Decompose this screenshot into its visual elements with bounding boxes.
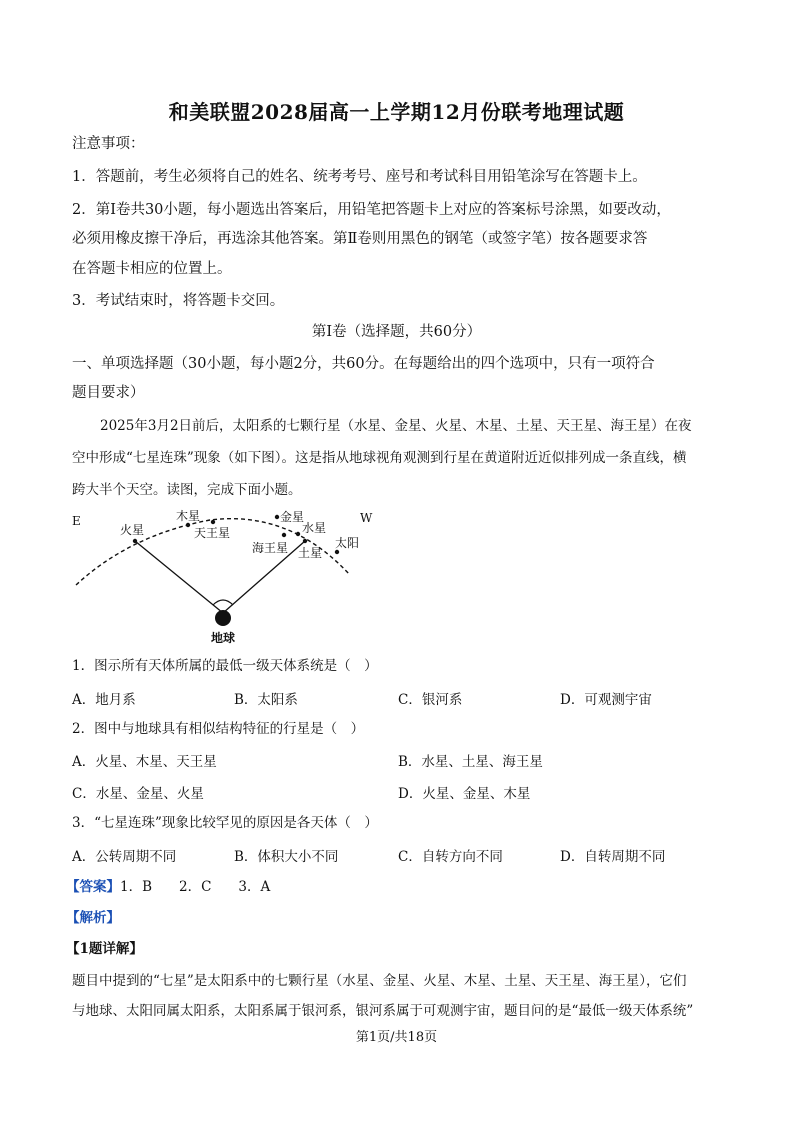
question-1-stem: 1．图示所有天体所属的最低一级天体系统是（ ） bbox=[72, 658, 378, 674]
page-footer: 第1页/共18页 bbox=[355, 1030, 438, 1045]
earth-marker bbox=[215, 610, 231, 626]
mercury-dot bbox=[296, 532, 300, 536]
venus-dot bbox=[275, 515, 279, 519]
question-2-option-c: C．水星、金星、火星 bbox=[72, 786, 204, 802]
label-mars: 火星 bbox=[120, 523, 145, 537]
question-3-option-a: A．公转周期不同 bbox=[72, 849, 177, 865]
detail-line-1: 题目中提到的“七星”是太阳系中的七颗行星（水星、金星、火星、木星、土星、天王星、海王星），它们 bbox=[72, 973, 687, 989]
section-title: 第Ⅰ卷（选择题，共60分） bbox=[311, 324, 482, 340]
notice-item-2-line-1: 2．第Ⅰ卷共30小题，每小题选出答案后，用铅笔把答题卡上对应的答案标号涂黑，如要改动， bbox=[72, 202, 671, 218]
part1-instruction-line-1: 一、单项选择题（30小题，每小题2分，共60分。在每题给出的四个选项中，只有一项符合 bbox=[72, 356, 655, 372]
passage-line-1: 2025年3月2日前后，太阳系的七颗行星（水星、金星、火星、木星、土星、天王星、海王星）在夜 bbox=[100, 418, 692, 434]
label-neptune: 海王星 bbox=[252, 541, 289, 555]
label-venus: 金星 bbox=[280, 510, 305, 524]
notice-item-2-line-2: 必须用橡皮擦干净后，再选涂其他答案。第Ⅱ卷则用黑色的钢笔（或签字笔）按各题要求答 bbox=[72, 231, 648, 247]
sightline-mars bbox=[135, 541, 223, 613]
detail-label: 【1题详解】 bbox=[66, 941, 143, 957]
notice-item-2-line-3: 在答题卡相应的位置上。 bbox=[72, 261, 232, 277]
passage-line-3: 跨大半个天空。读图，完成下面小题。 bbox=[72, 482, 302, 498]
neptune-dot bbox=[282, 533, 286, 537]
passage-line-2: 空中形成“七星连珠”现象（如下图）。这是指从地球视角观测到行星在黄道附近近似排列成一条直线，横 bbox=[72, 450, 687, 466]
part1-instruction-line-2: 题目要求） bbox=[72, 385, 145, 401]
mars-dot bbox=[133, 539, 137, 543]
question-2-stem: 2．图中与地球具有相似结构特征的行星是（ ） bbox=[72, 721, 365, 737]
label-sun: 太阳 bbox=[335, 536, 360, 550]
label-mercury: 水星 bbox=[302, 521, 327, 535]
label-uranus: 天王星 bbox=[194, 526, 231, 540]
question-2-option-d: D．火星、金星、木星 bbox=[398, 786, 531, 802]
question-3-option-d: D．自转周期不同 bbox=[560, 849, 666, 865]
question-1-option-a: A．地月系 bbox=[72, 692, 136, 708]
view-angle-arc bbox=[213, 600, 233, 605]
question-1-option-d: D．可观测宇宙 bbox=[560, 692, 652, 708]
question-3-option-b: B．体积大小不同 bbox=[234, 849, 339, 865]
label-west: W bbox=[360, 511, 373, 525]
planet-alignment-figure bbox=[60, 505, 380, 650]
question-1-option-b: B．太阳系 bbox=[234, 692, 298, 708]
notice-item-3: 3．考试结束时，将答题卡交回。 bbox=[72, 293, 285, 309]
question-2-option-b: B．水星、土星、海王星 bbox=[398, 754, 543, 770]
label-east: E bbox=[72, 514, 81, 528]
analysis-label bbox=[66, 908, 726, 928]
detail-line-2: 与地球、太阳同属太阳系，太阳系属于银河系，银河系属于可观测宇宙，题目问的是“最低一级天体系统” bbox=[72, 1003, 694, 1019]
answer-values: 1．B 2．C 3．A bbox=[120, 879, 271, 895]
question-3-stem: 3．“七星连珠”现象比较罕见的原因是各天体（ ） bbox=[72, 815, 378, 831]
question-2-option-a: A．火星、木星、天王星 bbox=[72, 754, 217, 770]
question-3-option-c: C．自转方向不同 bbox=[398, 849, 503, 865]
jupiter-dot bbox=[186, 523, 190, 527]
question-1-option-c: C．银河系 bbox=[398, 692, 463, 708]
label-saturn: 土星 bbox=[298, 546, 323, 560]
sun-dot bbox=[335, 550, 339, 554]
page-title: 和美联盟2028届高一上学期12月份联考地理试题 bbox=[168, 100, 625, 124]
notice-heading: 注意事项： bbox=[72, 136, 145, 152]
label-jupiter: 木星 bbox=[176, 509, 201, 523]
uranus-dot bbox=[211, 520, 215, 524]
label-earth: 地球 bbox=[211, 631, 236, 645]
notice-item-1: 1．答题前，考生必须将自己的姓名、统考考号、座号和考试科目用铅笔涂写在答题卡上。 bbox=[72, 169, 647, 185]
answer-row bbox=[66, 877, 726, 897]
analysis-label-text: 【解析】 bbox=[66, 910, 120, 926]
saturn-dot bbox=[303, 539, 307, 543]
answer-label: 【答案】 bbox=[66, 879, 120, 895]
